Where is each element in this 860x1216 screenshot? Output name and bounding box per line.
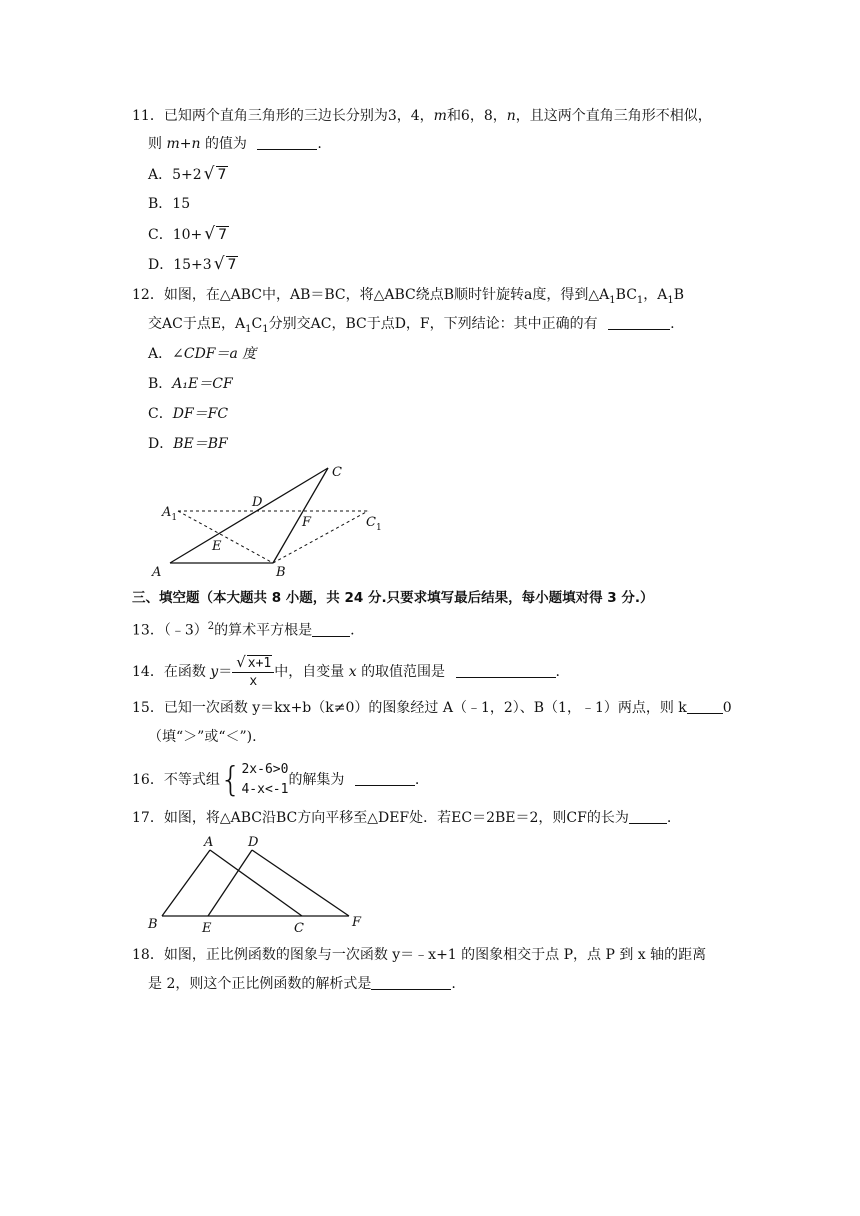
segment-ab (162, 850, 210, 916)
q12-line1: 12．如图，在△ABC中，AB＝BC，将△ABC绕点B顺时针旋转a度，得到$\triangle A_1BC_1$，$A_1B$ (132, 287, 685, 306)
label-c: C (332, 465, 342, 480)
q12-option-d[interactable]: D．BE＝BF (148, 436, 228, 452)
q15-line1: 15．已知一次函数 y＝kx+b（k≠0）的图象经过 A（﹣1，2）、B（1，﹣1）两点，则 k 0 (132, 700, 732, 716)
q11-answer-blank[interactable] (257, 135, 317, 150)
q11-line2: 则 m+n 的值为 . (148, 136, 322, 152)
q16: 16．不等式组{ 2x-6>0 4-x<-1 的解集为 . (132, 760, 420, 800)
q12-option-b[interactable]: B．A₁E＝CF (148, 376, 233, 392)
q11-option-d[interactable]: D．15+3 √ 7 (148, 254, 237, 274)
segment-bc1 (273, 511, 368, 563)
label-f: F (352, 915, 362, 930)
q16-answer-blank[interactable] (355, 771, 415, 786)
q15-line2: （填“＞”或“＜”). (148, 729, 257, 745)
q13: 13．（﹣3）$^2$的算术平方根是 . (132, 621, 355, 639)
q11-line1: 11．已知两个直角三角形的三边长分别为3，4，m和6，8，n，且这两个直角三角形不相似， (132, 108, 712, 124)
q18-line1: 18．如图，正比例函数的图象与一次函数 y＝﹣x+1 的图象相交于点 P，点 P 到 x 轴的距离 (132, 947, 707, 963)
label-b: B (276, 565, 286, 580)
q13-answer-blank[interactable] (312, 622, 350, 637)
q12-answer-blank[interactable] (608, 315, 670, 330)
label-f: F (302, 515, 312, 530)
q12-line2: 交AC于点E，$A_1C_1$分别交AC，BC于点D，F，下列结论：其中正确的有 . (148, 316, 675, 335)
q12-figure (150, 462, 390, 580)
q17-figure (144, 832, 374, 936)
q17: 17．如图，将△ABC沿BC方向平移至△DEF处．若EC＝2BE＝2，则CF的长为 . (132, 810, 672, 826)
q18-answer-blank[interactable] (371, 975, 451, 990)
segment-a1b (178, 511, 273, 563)
label-e: E (202, 921, 212, 936)
label-c1: $C_1$ (366, 515, 382, 533)
segment-ac (210, 850, 302, 916)
label-d: D (248, 835, 259, 850)
q11-option-b[interactable]: B．15 (148, 196, 191, 212)
label-b: B (148, 917, 158, 932)
q16-system: 2x-6>0 4-x<-1 (241, 762, 289, 797)
q12-option-a[interactable]: A．∠CDF＝a 度 (148, 346, 257, 362)
section3-heading: 三、填空题（本大题共 8 小题，共 24 分.只要求填写最后结果，每小题填对得 3 分.） (132, 590, 654, 606)
label-c: C (294, 921, 304, 936)
q11-option-a[interactable]: A．5+2 √ 7 (148, 164, 227, 184)
q17-answer-blank[interactable] (629, 809, 667, 824)
label-d: D (252, 495, 263, 510)
segment-bc (273, 468, 328, 563)
segment-df (252, 850, 349, 916)
label-e: E (212, 539, 222, 554)
q18-line2: 是 2，则这个正比例函数的解析式是 . (148, 976, 456, 992)
label-a: A (204, 835, 214, 850)
q14-answer-blank[interactable] (456, 663, 556, 678)
label-a: A (152, 565, 162, 580)
q11-option-c[interactable]: C．10+ √ 7 (148, 224, 228, 244)
segment-de (208, 850, 252, 916)
q12-option-c[interactable]: C．DF＝FC (148, 406, 229, 422)
q15-answer-blank[interactable] (687, 699, 723, 714)
q14-fraction: $\frac{√ x+1}{x}$ (232, 653, 274, 691)
label-a1: $A_1$ (162, 505, 178, 523)
q16-brace: { (219, 760, 242, 800)
q14: 14．在函数 y＝ $\frac{√ x+1}{x}$ 中，自变量 x 的取值范围是 . (132, 653, 560, 689)
